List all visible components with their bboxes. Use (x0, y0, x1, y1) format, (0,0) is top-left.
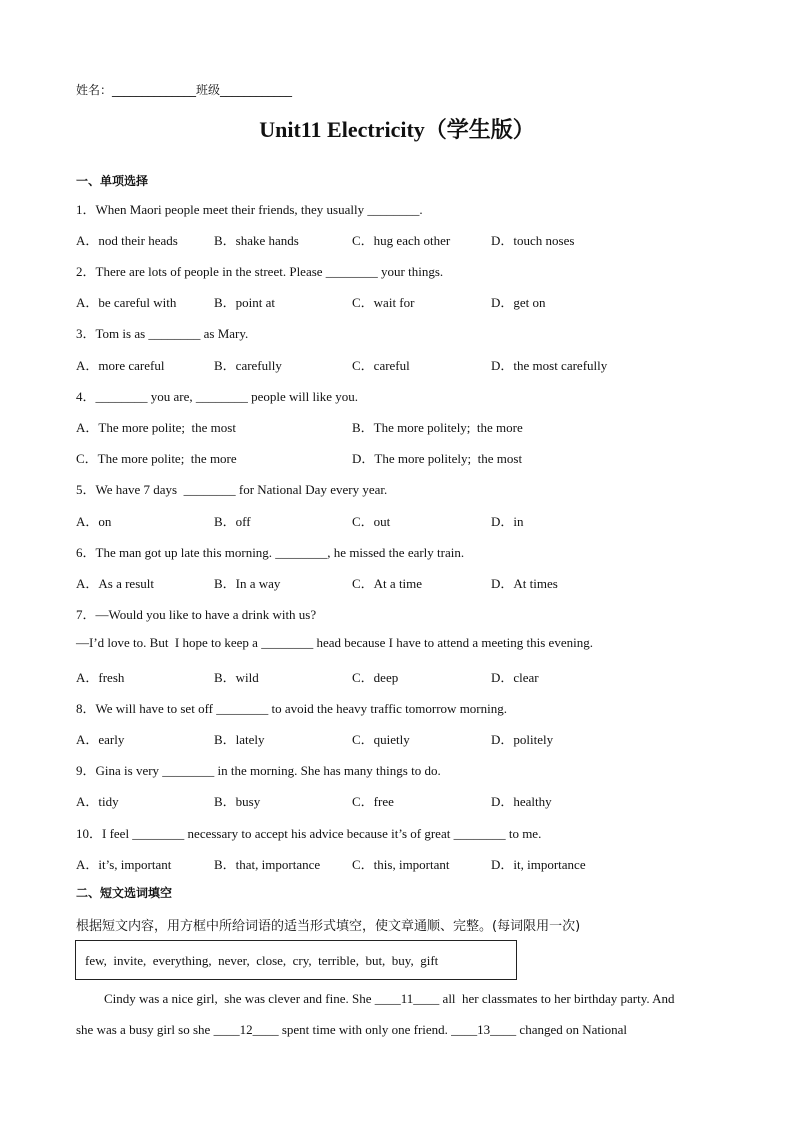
blank-12[interactable]: ____12____ (213, 1022, 279, 1037)
option-b[interactable]: B．In a way (214, 576, 281, 591)
option-a[interactable]: A．be careful with (76, 295, 177, 310)
option-c[interactable]: C．hug each other (352, 233, 451, 248)
question-stem: 3．Tom is as ________ as Mary. (76, 326, 249, 341)
passage-text: changed on National (516, 1022, 627, 1037)
page-title: Unit11 Electricity（学生版） (259, 117, 535, 142)
option-c[interactable]: C．quietly (352, 732, 410, 747)
section-instruction: 根据短文内容，用方框中所给词语的适当形式填空，使文章通顺、完整。(每词限用一次) (76, 919, 581, 934)
option-d[interactable]: D．The more politely; the most (352, 451, 523, 466)
option-b[interactable]: B．off (214, 514, 251, 529)
question-stem: 7．—Would you like to have a drink with us? (76, 607, 317, 622)
option-c[interactable]: C．deep (352, 670, 399, 685)
passage-text: all her classmates to her birthday party. And (439, 991, 675, 1006)
section-heading-cloze: 二、短文选词填空 (76, 886, 173, 900)
option-a[interactable]: A．on (76, 514, 112, 529)
option-d[interactable]: D．politely (491, 732, 554, 747)
option-b[interactable]: B．lately (214, 732, 265, 747)
option-a[interactable]: A．The more polite; the most (76, 420, 236, 435)
option-d[interactable]: D．in (491, 514, 524, 529)
option-b[interactable]: B．carefully (214, 358, 282, 373)
option-d[interactable]: D．the most carefully (491, 358, 608, 373)
option-b[interactable]: B．The more politely; the more (352, 420, 523, 435)
option-b[interactable]: B．shake hands (214, 233, 299, 248)
option-c[interactable]: C．The more polite; the more (76, 451, 237, 466)
option-c[interactable]: C．wait for (352, 295, 415, 310)
question-stem: 1．When Maori people meet their friends, they usually ________. (76, 202, 423, 217)
option-d[interactable]: D．touch noses (491, 233, 575, 248)
question-stem: 6．The man got up late this morning. ________, he missed the early train. (76, 545, 465, 560)
option-b[interactable]: B．wild (214, 670, 259, 685)
question-stem: 4．________ you are, ________ people will like you. (76, 389, 358, 404)
question-stem: 10．I feel ________ necessary to accept his advice because it’s of great ________ to me. (76, 826, 542, 841)
option-c[interactable]: C．this, important (352, 857, 450, 872)
blank-11[interactable]: ____11____ (374, 991, 440, 1006)
option-a[interactable]: A．more careful (76, 358, 165, 373)
passage-line-1 (104, 991, 675, 1007)
option-d[interactable]: D．get on (491, 295, 546, 310)
question-stem: 5．We have 7 days ________ for National Day every year. (76, 482, 388, 497)
option-a[interactable]: A．tidy (76, 794, 119, 809)
passage-line-2 (76, 1022, 627, 1038)
passage-text: spent time with only one friend. (278, 1022, 452, 1037)
name-class-line: 姓名：______________班级____________ (76, 83, 293, 97)
option-b[interactable]: B．point at (214, 295, 276, 310)
option-c[interactable]: C．careful (352, 358, 410, 373)
option-c[interactable]: C．free (352, 794, 394, 809)
question-stem: 9．Gina is very ________ in the morning. She has many things to do. (76, 763, 441, 778)
option-a[interactable]: A．it’s, important (76, 857, 172, 872)
section-heading-single-choice: 一、单项选择 (76, 174, 149, 188)
option-c[interactable]: C．out (352, 514, 391, 529)
blank-13[interactable]: ____13____ (451, 1022, 517, 1037)
word-box (75, 940, 517, 980)
option-a[interactable]: A．fresh (76, 670, 125, 685)
option-d[interactable]: D．At times (491, 576, 558, 591)
option-d[interactable]: D．it, importance (491, 857, 586, 872)
option-a[interactable]: A．As a result (76, 576, 154, 591)
question-stem: 8．We will have to set off ________ to avoid the heavy traffic tomorrow morning. (76, 701, 507, 716)
option-d[interactable]: D．healthy (491, 794, 552, 809)
passage-text: she was a busy girl so she (76, 1022, 214, 1037)
option-a[interactable]: A．nod their heads (76, 233, 178, 248)
option-a[interactable]: A．early (76, 732, 125, 747)
word-box-words: few, invite, everything, never, close, cry, terrible, but, buy, gift (85, 953, 439, 968)
option-c[interactable]: C．At a time (352, 576, 423, 591)
passage-text: Cindy was a nice girl, she was clever and fine. She (104, 991, 375, 1006)
option-d[interactable]: D．clear (491, 670, 539, 685)
option-b[interactable]: B．busy (214, 794, 261, 809)
question-stem: 2．There are lots of people in the street. Please ________ your things. (76, 264, 444, 279)
option-b[interactable]: B．that, importance (214, 857, 321, 872)
question-stem-continued: —I’d love to. But I hope to keep a ________ head because I have to attend a meeting this evening. (76, 635, 593, 650)
